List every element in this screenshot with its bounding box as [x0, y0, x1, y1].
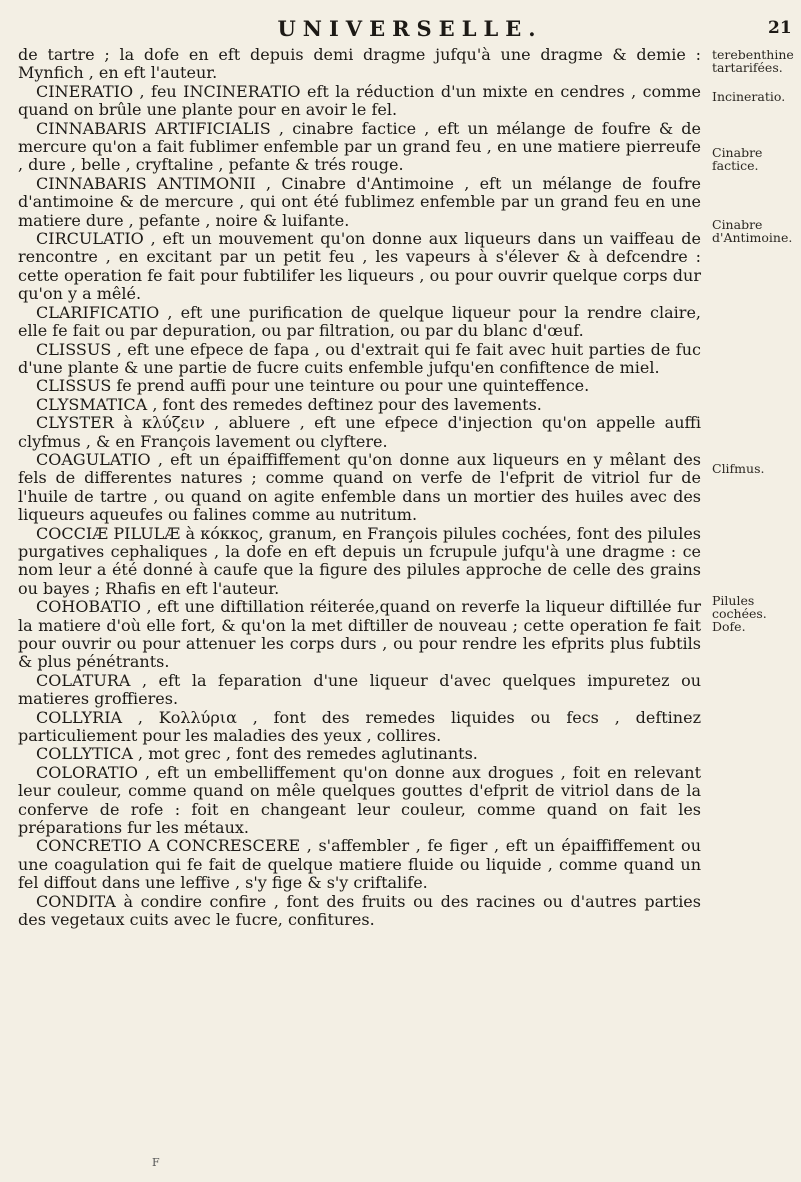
entry-text: , Κολλύρια , font des remedes liquides ou fecs , deftinez particuliement pour les maladies des yeux , collires. [18, 707, 701, 746]
entry-term: COAGULATIO [36, 449, 151, 469]
entry-text: à condire confire , font des fruits ou des racines ou d'autres parties des vegetaux cuits avec le fucre, confitures. [18, 891, 701, 930]
dictionary-body [18, 46, 701, 930]
dictionary-entry [18, 120, 701, 175]
entry-text: de tartre ; la dofe en eft depuis demi dragme jufqu'à une dragme & demie : Mynfich , en eft l'auteur. [18, 45, 701, 83]
entry-text: à κόκκος, granum, en François pilules cochées, font des pilules purgatives cephaliques , la dofe en eft depuis un fcrupule jufqu'à une dragme : ce nom leur a été donné à caufe que la figure des pilules approche de celle des grains ou bayes ; Rhafis en eft l'auteur. [18, 523, 702, 598]
margin-note: Cinabre d'Antimoine. [712, 217, 793, 245]
dictionary-entry [18, 672, 701, 709]
dictionary-entry [18, 175, 701, 230]
entry-text: , eft une purification de quelque liqueur pour la rendre claire, elle fe fait ou par depuration, ou par filtration, ou par du blanc d'œuf. [18, 302, 701, 341]
entry-term: CONCRETIO A CONCRESCERE [36, 836, 301, 856]
entry-text: , eft une diftillation réiterée,quand on reverfe la liqueur diftillée fur la matiere d'où elle fort, & qu'on la met diftiller de nouveau ; cette operation fe fait pour ouvrir ou pour attenuer les corps durs , ou pour rendre les efprits plus fubtils & plus pénétrants. [18, 597, 701, 672]
margin-note: terebenthine tartarifées. [712, 47, 794, 75]
entry-term: CONDITA [36, 891, 116, 911]
entry-text: , font des remedes deftinez pour des lavements. [152, 394, 542, 414]
dictionary-entry [18, 745, 701, 763]
entry-term: CINNABARIS ANTIMONII [36, 173, 256, 193]
entry-text: , eft un mouvement qu'on donne aux liqueurs dans un vaiffeau de rencontre , en excitant par un petit feu , les vapeurs à s'élever & à defcendre : cette operation fe fait pour fubtilifer les liqueurs , ou pour ouvrir quelque corps dur qu'on y a mêlé. [18, 229, 702, 304]
dictionary-entry [18, 83, 701, 120]
entry-term: CLYSTER [36, 413, 114, 433]
entry-term: COLLYRIA [36, 707, 123, 727]
dictionary-entry [18, 709, 701, 746]
running-header: UNIVERSELLE. [277, 16, 543, 41]
signature-mark: F [152, 1156, 160, 1169]
entry-text: , s'affembler , fe figer , eft un épaiffiffement ou une coagulation qui fe fait de quelque matiere fluide ou liquide , comme quand un fel diffout dans une leffive , s'y fige & s'y criftalife. [18, 836, 701, 893]
entry-text: , eft un épaiffiffement qu'on donne aux liqueurs en y mêlant des fels de differentes natures ; comme quand on verfe de l'efprit de vitriol fur de l'huile de tartre , ou quand on agite enfemble dans un mortier des huiles avec des liqueurs aqueufes ou falines comme au nutritum. [18, 449, 701, 525]
entry-term: CLISSUS [36, 339, 112, 359]
dictionary-entry [18, 230, 701, 304]
entry-term: COHOBATIO [36, 597, 141, 617]
entry-text: fe prend auffi pour une teinture ou pour une quinteffence. [116, 376, 590, 396]
dictionary-entry [18, 598, 701, 672]
margin-note: Incineratio. [712, 89, 786, 104]
dictionary-entry [18, 377, 701, 395]
margin-note: Cinabre factice. [712, 145, 763, 173]
entry-text: , cinabre factice , eft un mélange de foufre & de mercure qu'on a fait fublimer enfemble par un grand feu , en une matiere pierreufe , dure , belle , cryftaline , pefante & trés rouge. [18, 118, 702, 175]
dictionary-entry [18, 893, 701, 930]
entry-text: , eft une efpece de fapa , ou d'extrait qui fe fait avec huit parties de fuc d'une plante & une partie de fucre cuits enfemble jufqu'en confiftence de miel. [18, 339, 701, 377]
entry-term: CLYSMATICA [36, 394, 148, 414]
page-number: 21 [768, 18, 792, 38]
margin-note: Pilules cochées. Dofe. [712, 593, 767, 634]
dictionary-entry [18, 525, 701, 599]
dictionary-entry [18, 837, 701, 892]
margin-note: Clifmus. [712, 461, 765, 476]
entry-term: CINNABARIS ARTIFICIALIS [36, 118, 271, 138]
entry-text: , feu INCINERATIO eft la réduction d'un mixte en cendres , comme quand on brûle une plante pour en avoir le fel. [18, 81, 701, 120]
entry-term: CINERATIO [36, 81, 134, 101]
entry-term: COLORATIO [36, 762, 138, 782]
dictionary-entry [18, 396, 701, 414]
entry-term: CLISSUS [36, 376, 112, 396]
entry-text: à κλύζειν , abluere , eft une efpece d'injection qu'on appelle auffi clyfmus , & en François lavement ou clyftere. [18, 413, 701, 451]
dictionary-entry [18, 414, 701, 451]
entry-text: , eft la feparation d'une liqueur d'avec quelques impuretez ou matieres groffieres. [18, 670, 702, 709]
dictionary-entry [18, 451, 701, 525]
entry-text: , Cinabre d'Antimoine , eft un mélange de foufre d'antimoine & de mercure , qui ont été fublimez enfemble par un grand feu en une matiere dure , pefante , noire & luifante. [18, 173, 702, 230]
entry-text: , eft un embelliffement qu'on donne aux drogues , foit en relevant leur couleur, comme quand on mêle quelques gouttes d'efprit de vitriol dans de la conferve de rofe : foit en changeant leur couleur, comme quand on fait les préparations fur les métaux. [18, 762, 701, 838]
dictionary-entry [18, 764, 701, 838]
entry-term: CIRCULATIO [36, 229, 144, 249]
dictionary-entry [18, 341, 701, 378]
dictionary-entry [18, 46, 701, 83]
entry-term: COLLYTICA [36, 744, 133, 764]
entry-term: CLARIFICATIO [36, 302, 160, 322]
entry-term: COLATURA [36, 670, 131, 690]
dictionary-entry [18, 304, 701, 341]
entry-text: , mot grec , font des remedes aglutinants. [138, 744, 478, 764]
entry-term: COCCIÆ PILULÆ [36, 523, 181, 543]
